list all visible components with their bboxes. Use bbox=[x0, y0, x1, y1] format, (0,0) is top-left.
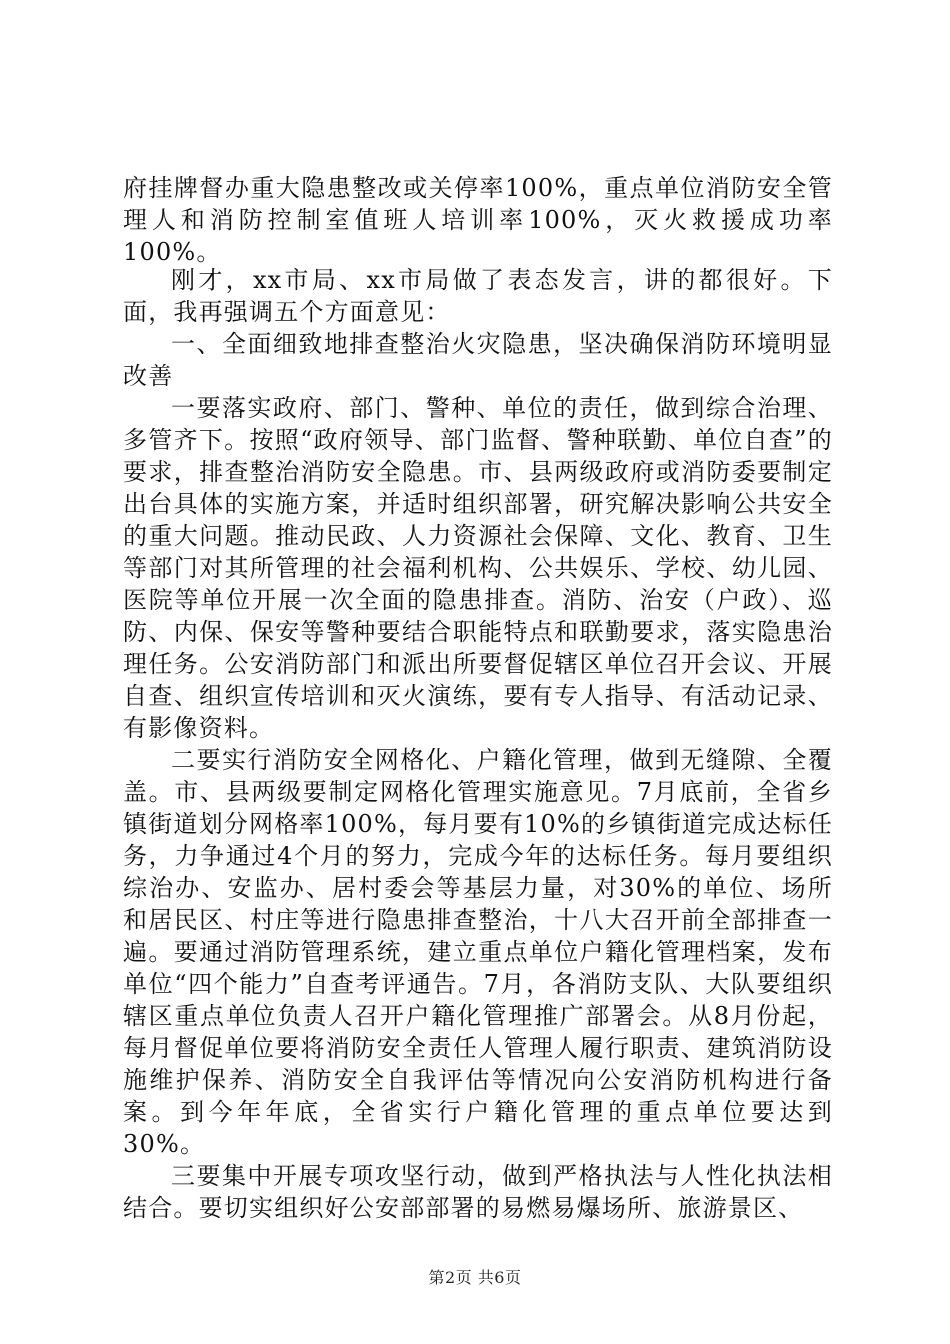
main-text-block bbox=[123, 264, 833, 1224]
continued-paragraph-block bbox=[123, 172, 833, 268]
body-paragraph-second: 二要实行消防安全网格化、户籍化管理，做到无缝隙、全覆盖。市、县两级要制定网格化管理实施意见。7月底前，全省乡镇街道划分网格率100%，每月要有10%的乡镇街道完成达标任务，力争通过4个月的努力，完成今年的达标任务。每月要组织综治办、安监办、居村委会等基层力量，对30%的单位、场所和居民区、村庄等进行隐患排查整治，十八大召开前全部排查一遍。要通过消防管理系统，建立重点单位户籍化管理档案，发布单位“四个能力”自查考评通告。7月，各消防支队、大队要组织辖区重点单位负责人召开户籍化管理推广部署会。从8月份起，每月督促单位要将消防安全责任人管理人履行职责、建筑消防设施维护保养、消防安全自我评估等情况向公安消防机构进行备案。到今年年底，全省实行户籍化管理的重点单位要达到30%。 bbox=[123, 746, 833, 1158]
intro-paragraph: 刚才，xx市局、xx市局做了表态发言，讲的都很好。下面，我再强调五个方面意见： bbox=[123, 266, 833, 326]
body-paragraph-third: 三要集中开展专项攻坚行动，做到严格执法与人性化执法相结合。要切实组织好公安部部署的易燃易爆场所、旅游景区、 bbox=[123, 1162, 833, 1222]
page-footer: 第2页 共6页 bbox=[428, 1268, 522, 1287]
section-heading: 一、全面细致地排查整治火灾隐患，坚决确保消防环境明显改善 bbox=[123, 330, 833, 390]
body-paragraph-first: 一要落实政府、部门、警种、单位的责任，做到综合治理、多管齐下。按照“政府领导、部门监督、警种联勤、单位自查”的要求，排查整治消防安全隐患。市、县两级政府或消防委要制定出台具体的实施方案，并适时组织部署，研究解决影响公共安全的重大问题。推动民政、人力资源社会保障、文化、教育、卫生等部门对其所管理的社会福利机构、公共娱乐、学校、幼儿园、医院等单位开展一次全面的隐患排查。消防、治安（户政）、巡防、内保、保安等警种要结合职能特点和联勤要求，落实隐患治理任务。公安消防部门和派出所要督促辖区单位召开会议、开展自查、组织宣传培训和灭火演练，要有专人指导、有活动记录、有影像资料。 bbox=[123, 394, 833, 742]
continued-paragraph: 府挂牌督办重大隐患整改或关停率100%，重点单位消防安全管理人和消防控制室值班人培训率100%，灭火救援成功率100%。 bbox=[123, 174, 833, 266]
